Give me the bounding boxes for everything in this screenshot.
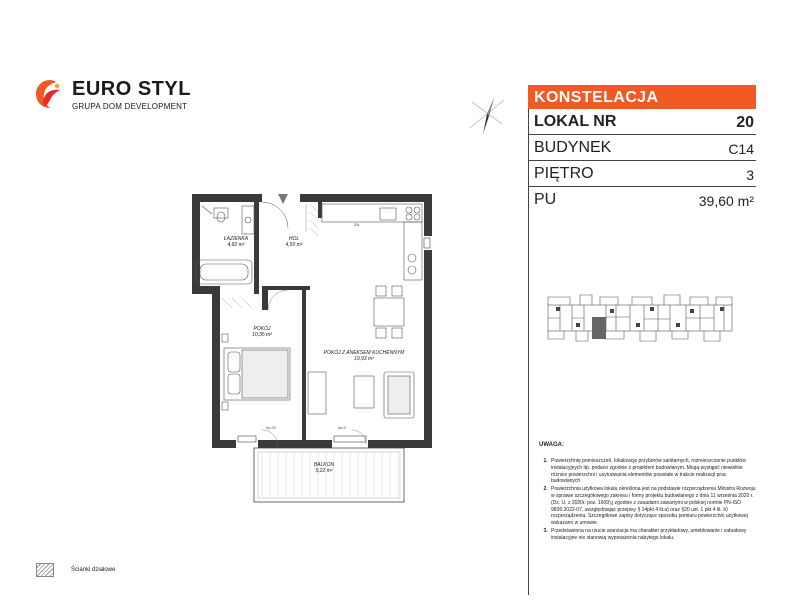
info-row-building: [528, 135, 756, 161]
unit-highlight: [592, 317, 606, 339]
info-label: LOKAL NR: [534, 113, 617, 130]
room-balcony-label: [302, 462, 346, 474]
hp-mark-right: hp=3: [338, 426, 346, 430]
room-name: POKÓJ Z ANEKSEM KUCHENNYM: [323, 350, 405, 356]
room-area: 10,35 m²: [252, 332, 272, 338]
room-living-label: [306, 350, 422, 362]
room-area: 19,93 m²: [354, 356, 374, 362]
info-panel: [528, 85, 756, 212]
hp-mark-left: hp=30: [266, 426, 276, 430]
notes-title: UWAGA:: [539, 442, 564, 448]
brand-tagline: GRUPA DOM DEVELOPMENT: [72, 102, 188, 111]
room-bathroom-label: [214, 236, 258, 248]
note-item: 2. Powierzchnia użytkowa lokalu określona jest na podstawie rozporządzenia Ministra Rozwoju w sprawie szczegółowego zakresu i formy projektu budowlanego z dnia 11 września 2020 r. (Dz. U. z 2020r. poz. 1609),j zgodnie z zasadami zawartymi w polskiej normie PN-ISO 9836:2022-07, uwzględniając przepisy § 14pkt 4 lit.a) oraz §20 ust. 1 pkt 4 lit. b) rozporządzenia. Szczegółowe zapisy dotyczące sposobu pomiaru powierzchni użytkowej wskazano w umowie.: [549, 486, 756, 527]
room-name: ŁAZIENKA: [223, 236, 249, 242]
info-value: 20: [736, 114, 754, 131]
room-area: 5,22 m²: [315, 468, 333, 474]
info-value: 39,60 m²: [698, 193, 754, 209]
info-label: PU: [534, 191, 557, 208]
info-row-floor: [528, 161, 756, 187]
note-item: 3. Przedstawiona na rzucie aranżacja ma charakter przykładowy, umeblowanie i zabudowy instalacyjne nie stanowią wyposażenia nabytego lokalu.: [549, 528, 756, 542]
w-mark: W: [195, 227, 199, 232]
brand-name: EURO STYL: [72, 78, 191, 100]
room-name: POKÓJ: [253, 326, 271, 332]
info-row-area: [528, 187, 756, 212]
partition-legend-swatch: [36, 563, 54, 577]
room-name: HOL: [288, 236, 300, 242]
room-name: BALKON: [313, 462, 335, 468]
info-value: C14: [728, 141, 754, 157]
info-value: 3: [746, 167, 754, 183]
zn-mark: ZN: [354, 222, 360, 227]
room-area: 4,82 m²: [227, 242, 245, 248]
notes: [528, 430, 756, 595]
key-plan: [540, 293, 740, 345]
note-item: 1. Powierzchnię pomieszczeń, lokalizację przyborów sanitarnych, rozmieszczenie punktów instalacyjnych itp. podano zgodnie z projektem budowlanym. Mogą wystąpić niewielkie różnice powierzchni i usytuowania elementów powstałe w trakcie realizacji prac budowlanych: [549, 458, 756, 485]
room-hall-label: [272, 236, 316, 248]
room-area: 4,50 m²: [285, 242, 303, 248]
logo: [34, 78, 194, 118]
compass-icon: [464, 92, 508, 136]
project-name: KONSTELACJA: [528, 85, 756, 109]
info-label: BUDYNEK: [534, 139, 612, 156]
info-label: PIĘTRO: [534, 165, 594, 182]
info-row-unit: [528, 109, 756, 135]
room-bedroom-label: [232, 326, 292, 338]
euro-styl-logo-mark: [34, 78, 66, 110]
notes-list: [539, 458, 756, 542]
partition-legend-label: Ścianki działowe: [71, 567, 116, 573]
floor-plan: [182, 186, 432, 506]
